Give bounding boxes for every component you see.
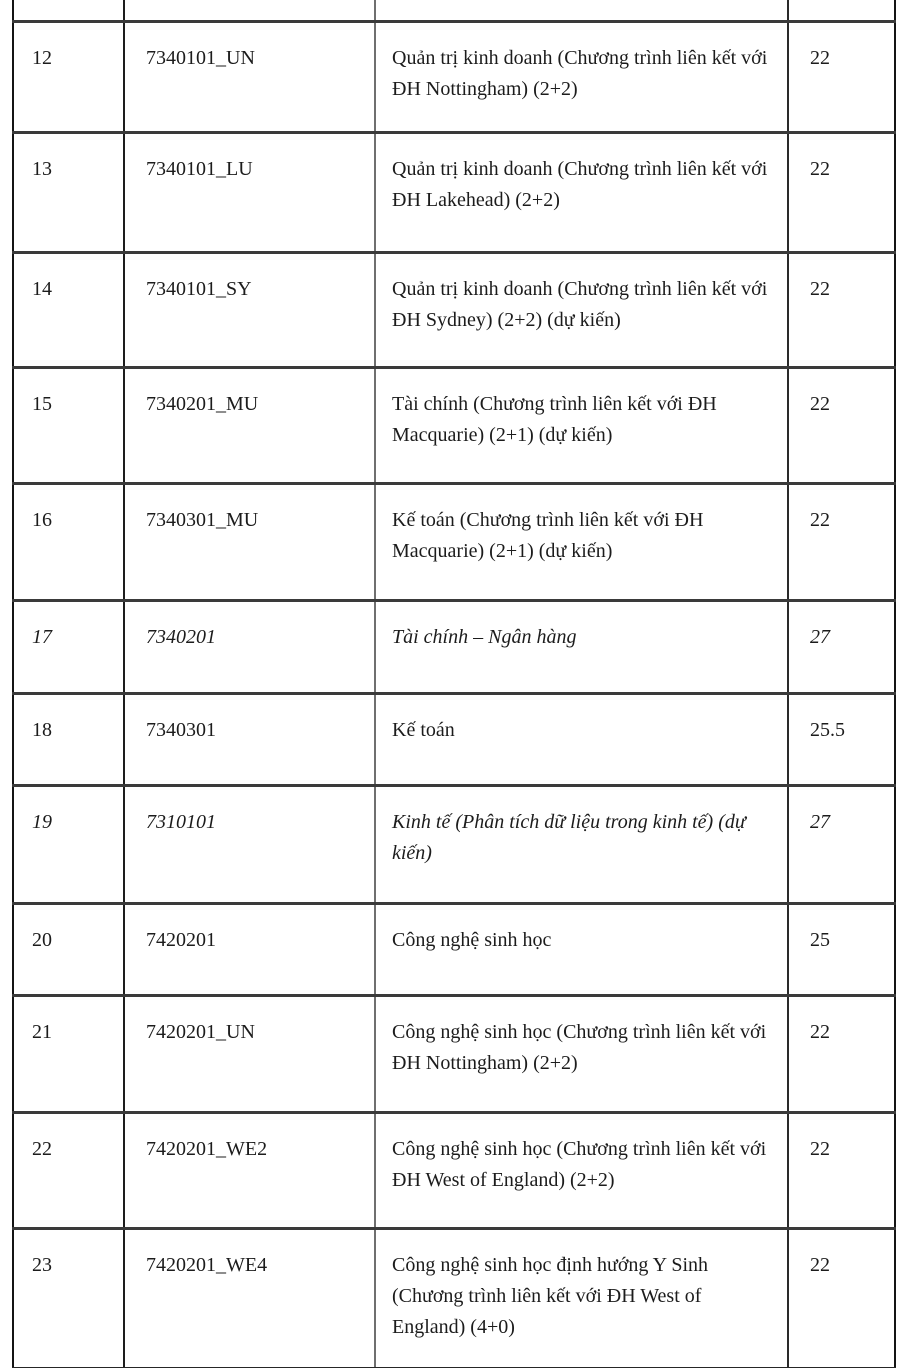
cell-no: 22 — [13, 1113, 124, 1229]
cell-score: 22 — [788, 484, 895, 601]
cell-score: 22 — [788, 368, 895, 484]
cell-no — [13, 0, 124, 22]
cell-score: 22 — [788, 1113, 895, 1229]
cell-score: 25.5 — [788, 694, 895, 786]
cell-no: 23 — [13, 1229, 124, 1368]
table-row — [13, 694, 895, 786]
cell-code: 7340301_MU — [124, 484, 375, 601]
table-row — [13, 133, 895, 253]
cell-code: 7310101 — [124, 786, 375, 904]
cell-no: 12 — [13, 22, 124, 133]
cell-score: 25 — [788, 904, 895, 996]
table-row — [13, 1229, 895, 1368]
cell-program: Công nghệ sinh học (Chương trình liên kết với ĐH Nottingham) (2+2) — [375, 996, 788, 1113]
cell-code: 7340201 — [124, 601, 375, 694]
cell-score — [788, 0, 895, 22]
cell-program: Quản trị kinh doanh (Chương trình liên kết với ĐH Lakehead) (2+2) — [375, 133, 788, 253]
cell-no: 21 — [13, 996, 124, 1113]
cell-program: Công nghệ sinh học (Chương trình liên kết với ĐH West of England) (2+2) — [375, 1113, 788, 1229]
table-row — [13, 1113, 895, 1229]
cell-no: 16 — [13, 484, 124, 601]
table-row — [13, 368, 895, 484]
cell-program: Tài chính (Chương trình liên kết với ĐH Macquarie) (2+1) (dự kiến) — [375, 368, 788, 484]
cell-code: 7340201_MU — [124, 368, 375, 484]
table-row — [13, 996, 895, 1113]
cell-program: Quản trị kinh doanh (Chương trình liên kết với ĐH Nottingham) (2+2) — [375, 22, 788, 133]
cell-program: Kế toán (Chương trình liên kết với ĐH Macquarie) (2+1) (dự kiến) — [375, 484, 788, 601]
cell-score: 22 — [788, 133, 895, 253]
table-row — [13, 484, 895, 601]
table-row — [13, 253, 895, 368]
cell-code: 7340301 — [124, 694, 375, 786]
table-row-partial — [13, 0, 895, 22]
cell-code: 7420201_WE4 — [124, 1229, 375, 1368]
cell-score: 22 — [788, 996, 895, 1113]
cell-code: 7340101_LU — [124, 133, 375, 253]
admission-score-table — [12, 0, 896, 1368]
cell-code: 7420201_WE2 — [124, 1113, 375, 1229]
cell-program: Tài chính – Ngân hàng — [375, 601, 788, 694]
cell-score: 27 — [788, 786, 895, 904]
cell-no: 14 — [13, 253, 124, 368]
cell-program: Công nghệ sinh học — [375, 904, 788, 996]
cell-no: 13 — [13, 133, 124, 253]
table-row — [13, 22, 895, 133]
cell-code: 7340101_SY — [124, 253, 375, 368]
cell-no: 15 — [13, 368, 124, 484]
cell-no: 20 — [13, 904, 124, 996]
table-row — [13, 786, 895, 904]
cell-code — [124, 0, 375, 22]
cell-program: Kinh tế (Phân tích dữ liệu trong kinh tế) (dự kiến) — [375, 786, 788, 904]
cell-code: 7420201_UN — [124, 996, 375, 1113]
cell-program: Kế toán — [375, 694, 788, 786]
cell-score: 22 — [788, 253, 895, 368]
cell-score: 22 — [788, 1229, 895, 1368]
cell-program: Công nghệ sinh học định hướng Y Sinh (Chương trình liên kết với ĐH West of England) (4+0) — [375, 1229, 788, 1368]
cell-code: 7340101_UN — [124, 22, 375, 133]
cell-no: 19 — [13, 786, 124, 904]
cell-no: 18 — [13, 694, 124, 786]
cell-code: 7420201 — [124, 904, 375, 996]
table-row — [13, 601, 895, 694]
cell-no: 17 — [13, 601, 124, 694]
cell-program: Quản trị kinh doanh (Chương trình liên kết với ĐH Sydney) (2+2) (dự kiến) — [375, 253, 788, 368]
table-row — [13, 904, 895, 996]
cell-program — [375, 0, 788, 22]
cell-score: 22 — [788, 22, 895, 133]
cell-score: 27 — [788, 601, 895, 694]
